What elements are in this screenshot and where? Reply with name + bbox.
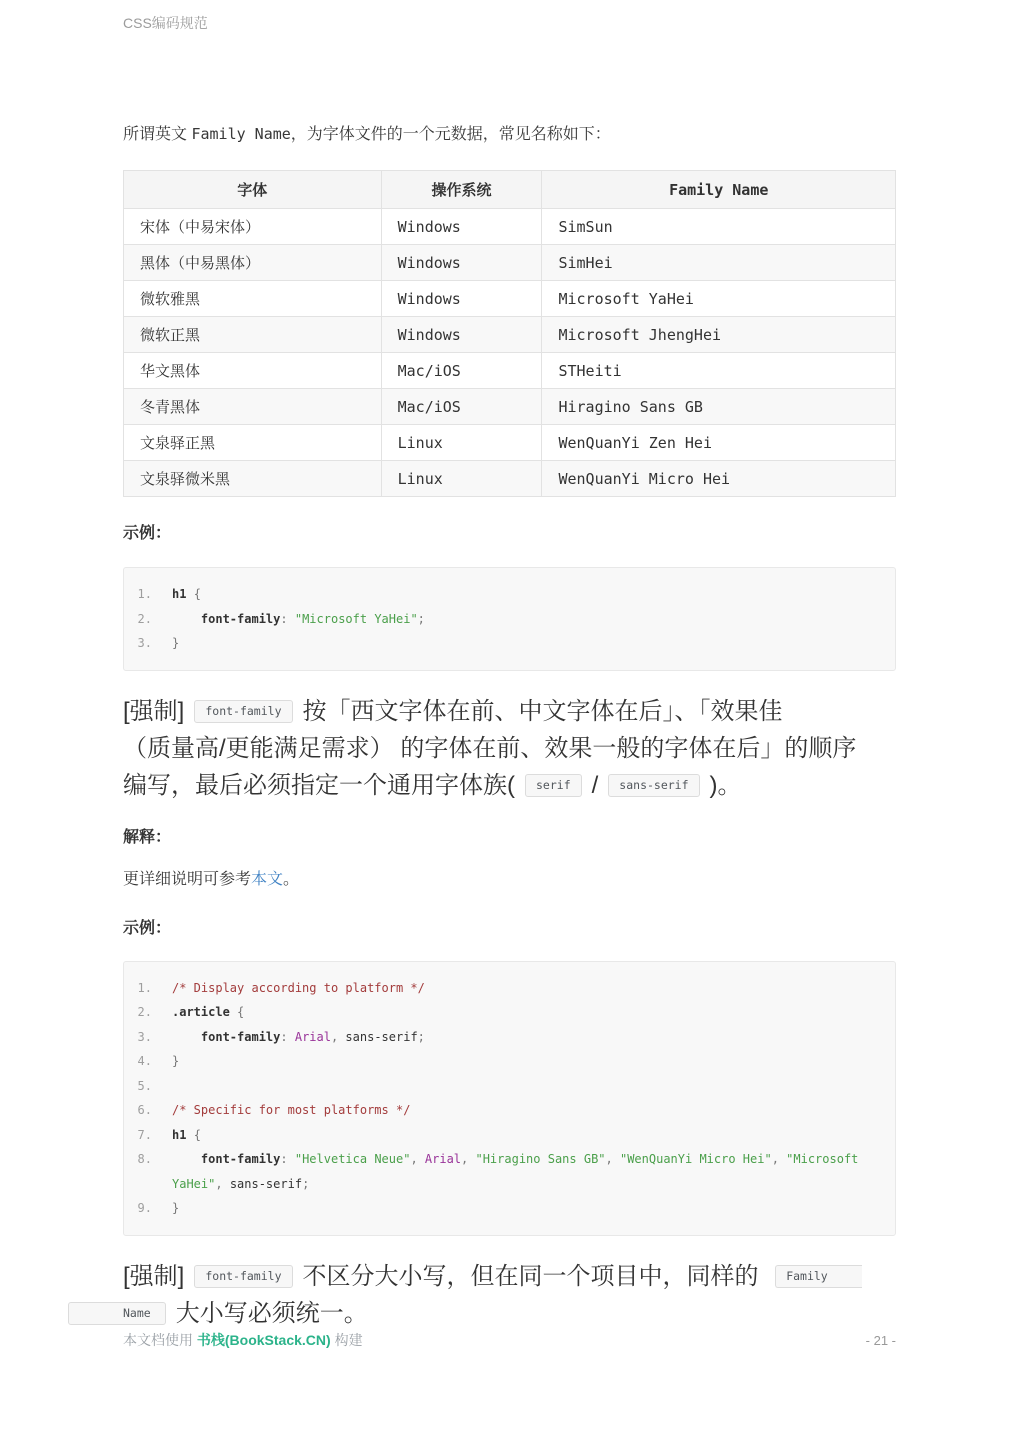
code-text: font-family: Arial, sans-serif;: [200, 1029, 425, 1044]
rule-badge: [强制]: [123, 697, 185, 725]
table-row: [124, 461, 896, 497]
table-cell: 文泉驿正黑: [124, 425, 382, 461]
table-row: [124, 353, 896, 389]
code-line: [132, 1147, 881, 1196]
table-cell: Mac/iOS: [381, 353, 542, 389]
rule-font-family-case: [123, 1258, 896, 1332]
code-line: [132, 631, 881, 656]
footer-text-prefix: 本文档使用: [123, 1332, 197, 1348]
table-cell: 华文黑体: [124, 353, 382, 389]
explain-text-post: 。: [283, 870, 300, 888]
table-cell: Linux: [381, 425, 542, 461]
table-cell: Windows: [381, 209, 542, 245]
table-cell: Windows: [381, 281, 542, 317]
code-block-2: [123, 961, 896, 1236]
page-number: - 21 -: [865, 1333, 896, 1348]
code-text: font-family: "Microsoft YaHei";: [200, 611, 425, 626]
table-cell: Hiragino Sans GB: [542, 389, 896, 425]
code-line: [132, 607, 881, 632]
rule-text: 按「西文字体在前、中文字体在后」、「效果佳: [302, 697, 783, 725]
code-text: /* Display according to platform */: [172, 980, 425, 995]
line-number: 5.: [137, 1078, 152, 1093]
table-row: [124, 209, 896, 245]
code-block-1: [123, 567, 896, 671]
table-cell: Mac/iOS: [381, 389, 542, 425]
rule-separator: /: [591, 771, 599, 799]
rule-text: 不区分大小写，但在同一个项目中，同样的: [302, 1262, 759, 1290]
table-row: [124, 389, 896, 425]
table-cell: Linux: [381, 461, 542, 497]
code-text: }: [172, 1054, 180, 1068]
code-text: }: [172, 1201, 180, 1215]
table-row: [124, 425, 896, 461]
rule-line-1: [123, 1258, 896, 1295]
line-number: 6.: [137, 1103, 152, 1117]
code-line: [132, 1123, 881, 1148]
line-number: 9.: [137, 1201, 152, 1215]
table-cell: 文泉驿微米黑: [124, 461, 382, 497]
table-header-row: [124, 171, 896, 209]
code-text: /* Specific for most platforms */: [172, 1103, 411, 1117]
line-number: 3.: [137, 636, 152, 650]
page-content: [123, 0, 896, 1332]
inline-code-chip-font-family: font-family: [194, 1265, 292, 1288]
table-cell: Microsoft JhengHei: [542, 317, 896, 353]
bookstack-brand-link[interactable]: 书栈(BookStack.CN): [196, 1332, 331, 1348]
line-number: 1.: [137, 587, 152, 601]
rule-text: （质量高/更能满足需求） 的字体在前、效果一般的字体在后」的顺序: [123, 734, 857, 762]
code-line: [132, 1049, 881, 1074]
table-cell: WenQuanYi Zen Hei: [542, 425, 896, 461]
table-header-cell: Family Name: [542, 171, 896, 209]
table-header-cell: 字体: [124, 171, 382, 209]
document-title-header: CSS编码规范: [123, 15, 208, 31]
explain-paragraph: [123, 869, 896, 890]
table-cell: WenQuanYi Micro Hei: [542, 461, 896, 497]
table-cell: 冬青黑体: [124, 389, 382, 425]
code-line: [132, 1098, 881, 1123]
table-row: [124, 245, 896, 281]
table-row: [124, 317, 896, 353]
footer-text-suffix: 构建: [330, 1332, 363, 1348]
rule-font-family-order: [123, 693, 896, 804]
inline-code-chip-serif: serif: [525, 774, 582, 797]
table-cell: 微软正黑: [124, 317, 382, 353]
table-cell: SimHei: [542, 245, 896, 281]
line-number: 2.: [137, 1005, 152, 1019]
line-number: 3.: [137, 1029, 152, 1044]
code-text: .article {: [172, 1005, 245, 1019]
code-line: [132, 976, 881, 1001]
code-line: [132, 1025, 881, 1050]
rule-text: 大小写必须统一。: [175, 1299, 368, 1327]
intro-text-post: ，为字体文件的一个元数据，常见名称如下：: [290, 126, 611, 143]
intro-text-pre: 所谓英文: [123, 126, 192, 143]
page-footer: [123, 1330, 896, 1350]
code-text: [172, 1074, 881, 1099]
table-cell: 宋体（中易宋体）: [124, 209, 382, 245]
example-label-2: 示例：: [123, 919, 172, 937]
table-cell: Microsoft YaHei: [542, 281, 896, 317]
code-text: font-family: "Helvetica Neue", Arial, "Hiragino Sans GB", "WenQuanYi Micro Hei", "Microsoft YaHei", sans-serif;: [172, 1152, 866, 1191]
inline-code-chip-family: Family: [775, 1265, 862, 1288]
code-line: [132, 582, 881, 607]
rule-line-2: [123, 1295, 896, 1332]
intro-paragraph: [123, 124, 896, 145]
table-cell: Windows: [381, 245, 542, 281]
table-cell: 微软雅黑: [124, 281, 382, 317]
table-cell: Windows: [381, 317, 542, 353]
table-row: [124, 281, 896, 317]
table-cell: STHeiti: [542, 353, 896, 389]
line-number: 1.: [137, 980, 152, 995]
code-text: h1 {: [172, 1127, 201, 1142]
inline-code-family-name: Family Name: [191, 125, 291, 143]
line-number: 2.: [137, 611, 152, 626]
explain-label: 解释：: [123, 828, 172, 846]
table-cell: 黑体（中易黑体）: [124, 245, 382, 281]
example-label-1: 示例：: [123, 525, 172, 542]
rule-text: 编写，最后必须指定一个通用字体族(: [123, 771, 515, 799]
line-number: 4.: [137, 1054, 152, 1068]
code-text: }: [172, 636, 180, 650]
reference-link[interactable]: 本文: [251, 870, 284, 888]
code-text: h1 {: [172, 587, 201, 601]
code-line: [132, 1074, 881, 1099]
line-number: 8.: [137, 1152, 152, 1166]
inline-code-chip-name: Name: [68, 1302, 166, 1325]
rule-text-tail: )。: [709, 771, 742, 799]
code-line: [132, 1000, 881, 1025]
explain-text-pre: 更详细说明可参考: [123, 870, 252, 888]
inline-code-chip-font-family: font-family: [194, 700, 292, 723]
font-name-table: [123, 170, 896, 497]
code-line: [132, 1196, 881, 1221]
table-cell: SimSun: [542, 209, 896, 245]
line-number: 7.: [137, 1127, 152, 1142]
inline-code-chip-sans-serif: sans-serif: [608, 774, 699, 797]
table-header-cell: 操作系统: [381, 171, 542, 209]
footer-build-note: [123, 1330, 363, 1350]
rule-badge: [强制]: [123, 1262, 185, 1290]
